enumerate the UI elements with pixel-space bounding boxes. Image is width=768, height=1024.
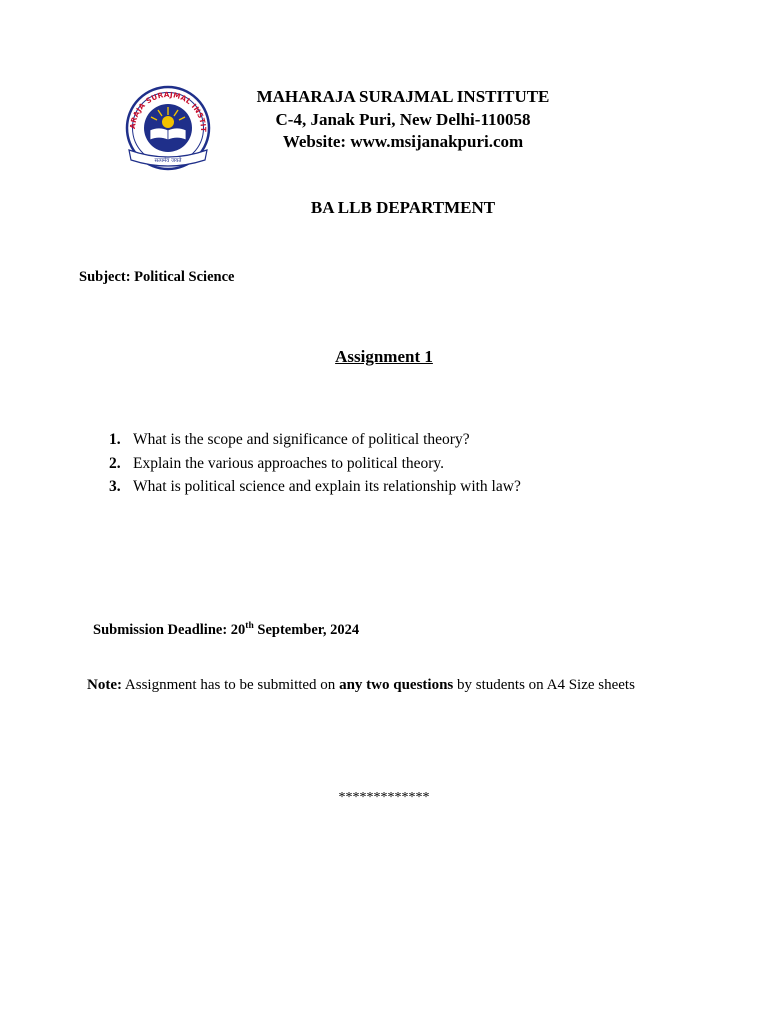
question-number: 1. xyxy=(109,431,121,448)
open-book-icon xyxy=(150,128,186,140)
seal-ring-text: ARAJA SURAJMAL INSTIT xyxy=(127,89,209,133)
department-title: BA LLB DEPARTMENT xyxy=(310,198,496,217)
question-list xyxy=(109,428,669,499)
note-emphasis: any two questions xyxy=(339,677,454,693)
end-separator: ************* xyxy=(338,790,430,805)
question-text: Explain the various approaches to political theory. xyxy=(133,454,445,472)
institute-name: MAHARAJA SURAJMAL INSTITUTE xyxy=(256,87,550,106)
question-item xyxy=(109,475,669,499)
note-text-after: by students on A4 Size sheets xyxy=(453,677,635,693)
deadline-superscript: th xyxy=(245,621,254,631)
sun-icon xyxy=(162,116,174,128)
question-number: 3. xyxy=(109,478,121,495)
seal-motto-text: सत्यमेव जयते xyxy=(154,158,182,164)
submission-deadline xyxy=(93,622,359,639)
institute-header xyxy=(200,86,606,154)
question-item xyxy=(109,452,669,476)
note-label: Note: xyxy=(87,677,122,693)
question-item xyxy=(109,428,669,452)
note-text-before: Assignment has to be submitted on xyxy=(121,677,340,693)
assignment-title: Assignment 1 xyxy=(335,347,433,366)
question-text: What is the scope and significance of political theory? xyxy=(133,431,470,448)
institute-website: Website: www.msijanakpuri.com xyxy=(282,132,524,151)
question-text: What is political science and explain its relationship with law? xyxy=(133,478,521,495)
institute-address: C-4, Janak Puri, New Delhi-110058 xyxy=(275,109,531,129)
submission-note xyxy=(87,677,635,694)
deadline-date-rest: September, 2024 xyxy=(253,622,360,638)
subject-line: Subject: Political Science xyxy=(79,269,235,285)
deadline-label: Submission Deadline: 20 xyxy=(93,622,246,638)
question-number: 2. xyxy=(109,454,121,472)
